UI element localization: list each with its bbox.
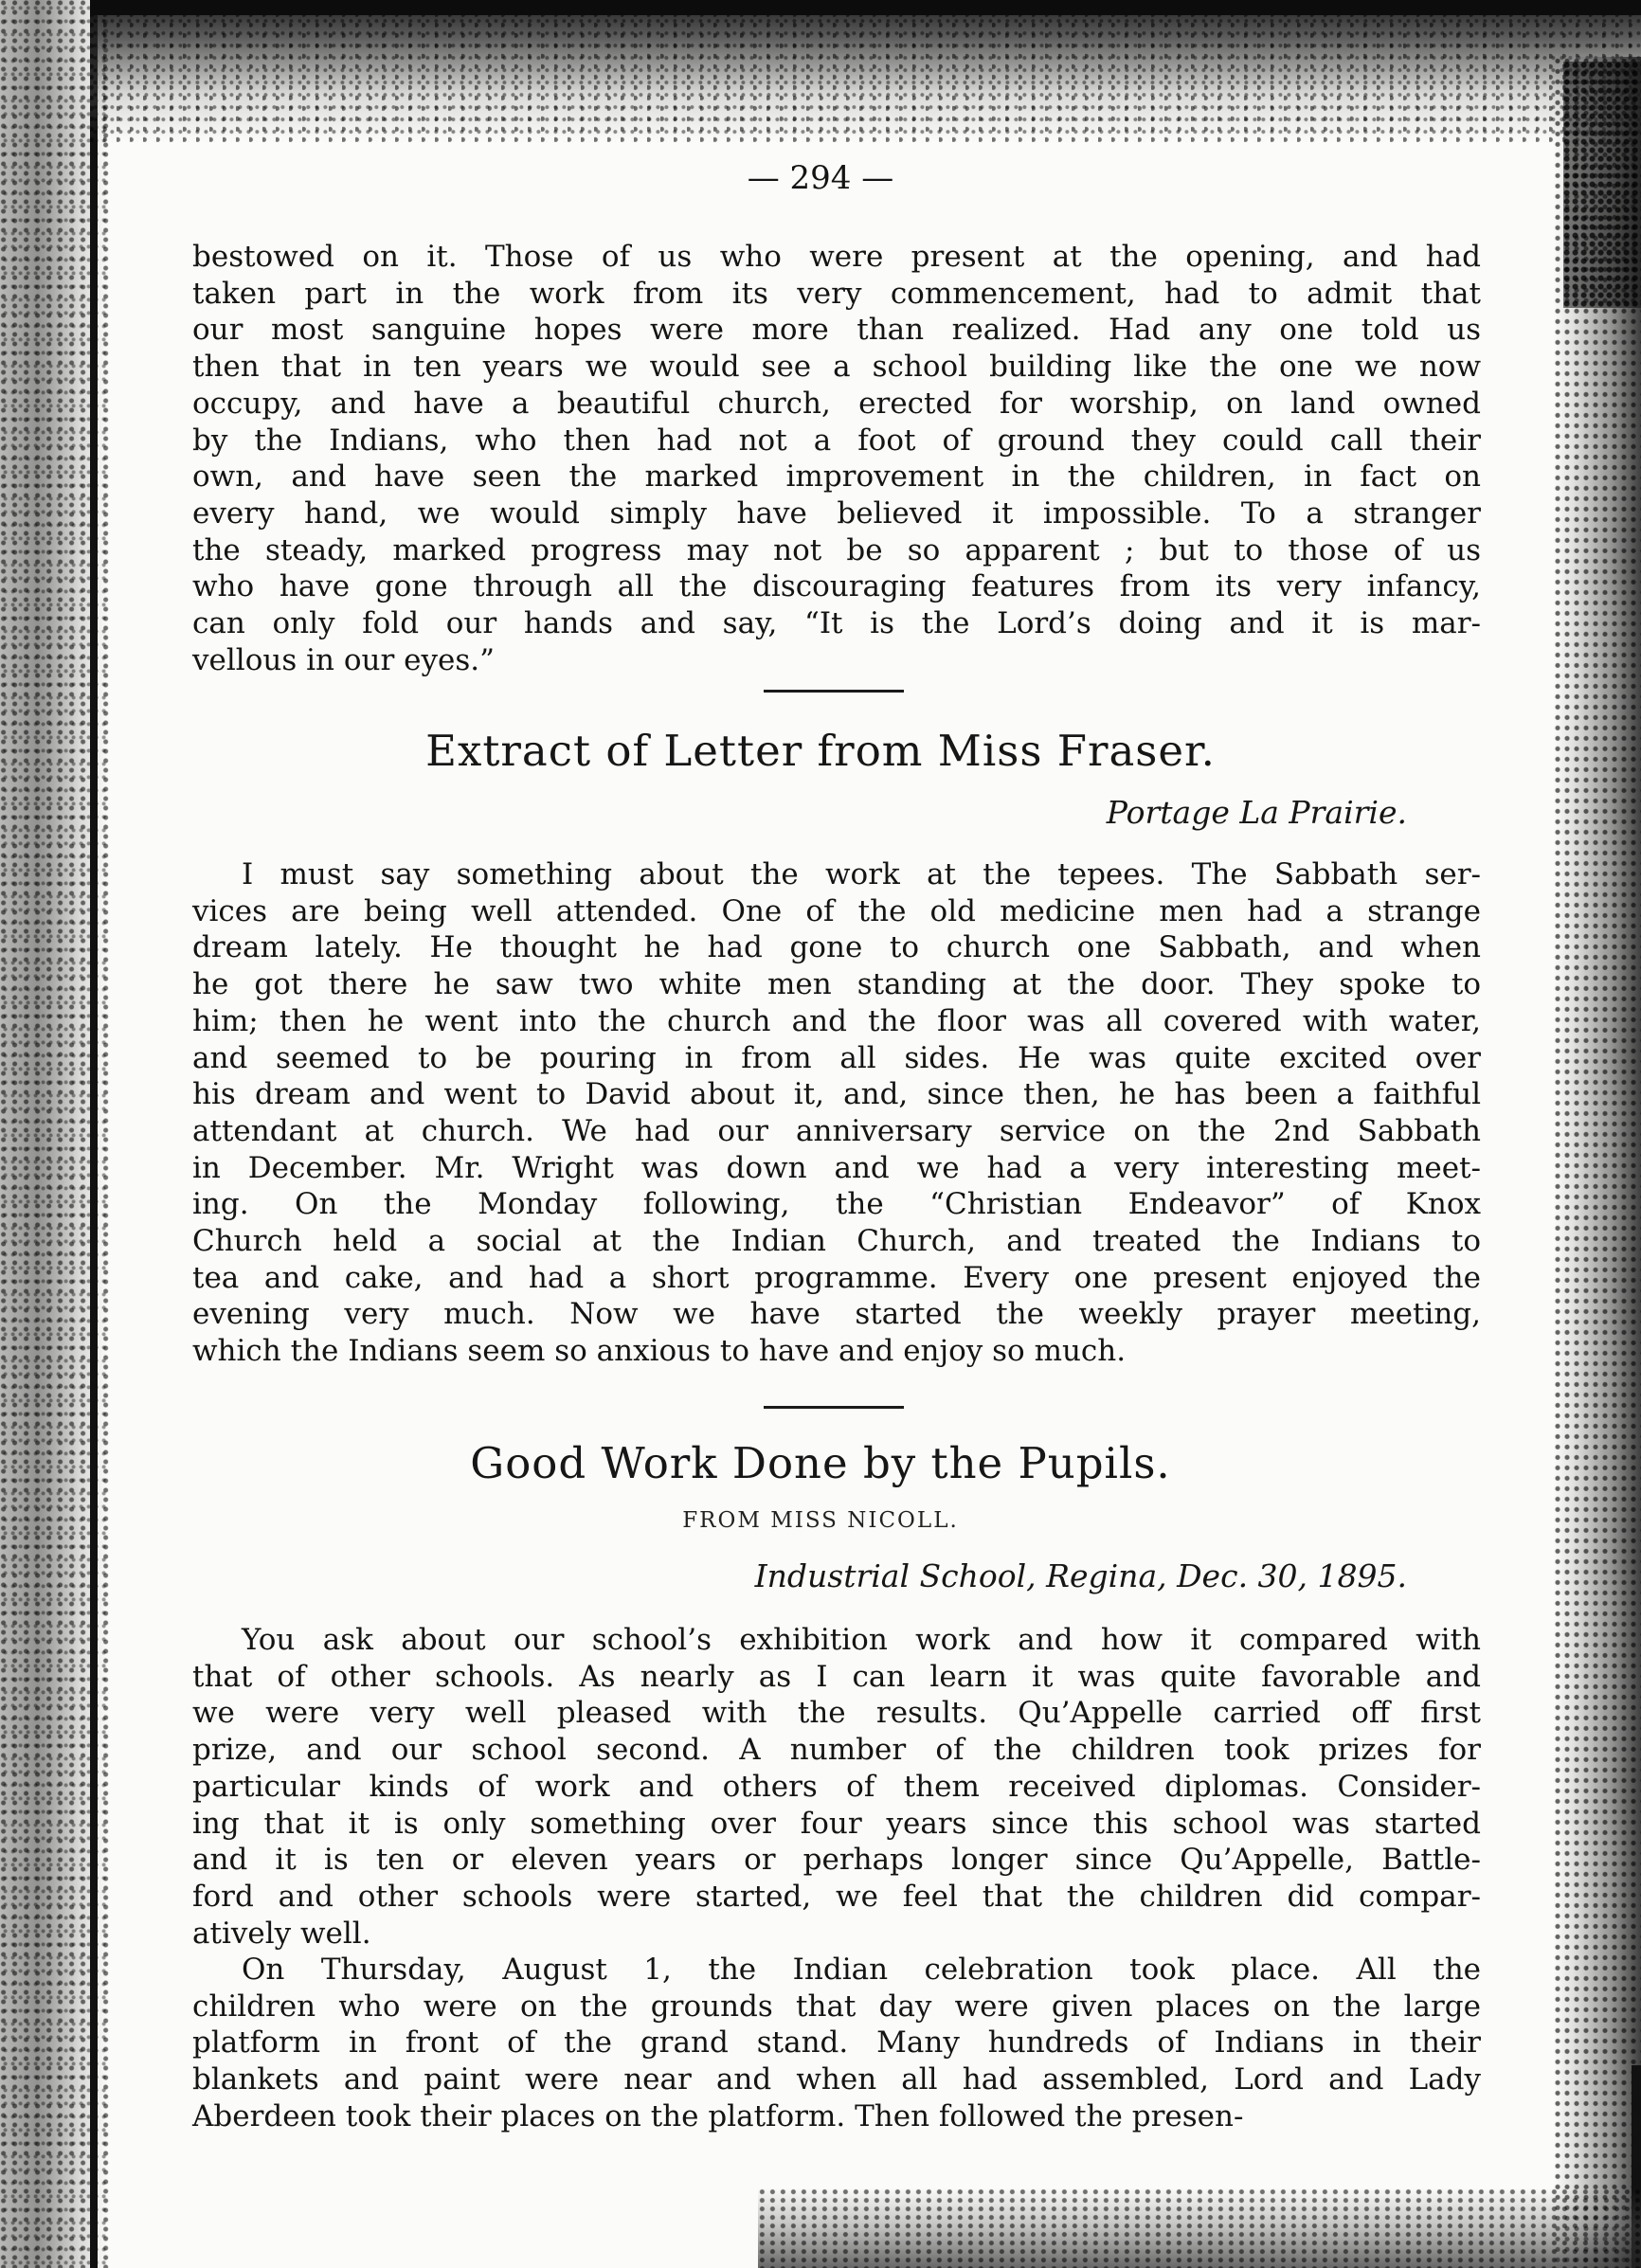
text-line: own, and have seen the marked improvement in the children, in fact on: [192, 459, 1481, 495]
text-line: that of other schools. As nearly as I can learn it was quite favorable and: [192, 1659, 1481, 1694]
pupils-paragraph-1: [192, 1622, 1481, 1952]
section-divider: [764, 1406, 904, 1409]
text-line: tea and cake, and had a short programme. Every one present enjoyed the: [192, 1260, 1481, 1295]
text-line: can only fold our hands and say, “It is the Lord’s doing and it is mar-: [192, 606, 1481, 641]
section-title-fraser: Extract of Letter from Miss Fraser.: [425, 726, 1216, 776]
text-line: we were very well pleased with the results. Qu’Appelle carried off first: [192, 1696, 1481, 1731]
byline-nicoll: FROM MISS NICOLL.: [682, 1508, 959, 1533]
text-line: On Thursday, August 1, the Indian celebration took place. All the: [242, 1953, 1481, 1987]
text-line: platform in front of the grand stand. Many hundreds of Indians in their: [192, 2025, 1481, 2061]
text-line: our most sanguine hopes were more than realized. Had any one told us: [192, 313, 1481, 348]
text-line: he got there he saw two white men standing at the door. They spoke to: [192, 967, 1481, 1002]
text-line: ing that it is only something over four years since this school was started: [192, 1806, 1481, 1841]
text-line: blankets and paint were near and when all had assembled, Lord and Lady: [192, 2062, 1481, 2097]
text-line: ing. On the Monday following, the “Christian Endeavor” of Knox: [192, 1187, 1481, 1222]
text-line: evening very much. Now we have started the weekly prayer meeting,: [192, 1297, 1481, 1332]
text-line: in December. Mr. Wright was down and we had a very interesting meet-: [192, 1150, 1481, 1185]
text-line: Aberdeen took their places on the platform. Then followed the presen-: [192, 2098, 1244, 2133]
text-line: and it is ten or eleven years or perhaps longer since Qu’Appelle, Battle-: [192, 1843, 1481, 1878]
text-line: his dream and went to David about it, and, since then, he has been a faithful: [192, 1077, 1481, 1112]
text-line: who have gone through all the discouraging features from its very infancy,: [192, 569, 1481, 604]
text-line: prize, and our school second. A number of the children took prizes for: [192, 1733, 1481, 1768]
scan-edge-right: [1554, 57, 1641, 2268]
dateline-portage: Portage La Prairie.: [1106, 794, 1407, 831]
text-line: vellous in our eyes.”: [192, 642, 495, 677]
text-line: taken part in the work from its very commencement, had to admit that: [192, 276, 1481, 311]
text-line: children who were on the grounds that day were given places on the large: [192, 1989, 1481, 2024]
pupils-paragraph-2: [192, 1952, 1481, 2135]
section-divider: [764, 690, 904, 693]
scan-edge-top: [90, 0, 1641, 142]
scan-edge-left-bar: [90, 0, 98, 2268]
scan-edge-bottom: [758, 2188, 1641, 2268]
text-line: I must say something about the work at the tepees. The Sabbath ser-: [242, 857, 1481, 891]
intro-paragraph: [192, 239, 1481, 678]
dateline-regina: Industrial School, Regina, Dec. 30, 1895.: [754, 1557, 1407, 1594]
fraser-letter-paragraph: [192, 856, 1481, 1370]
text-line: bestowed on it. Those of us who were present at the opening, and had: [192, 240, 1481, 274]
text-line: atively well.: [192, 1916, 371, 1951]
text-line: the steady, marked progress may not be so apparent ; but to those of us: [192, 532, 1481, 567]
text-line: vices are being well attended. One of the old medicine men had a strange: [192, 893, 1481, 928]
text-line: particular kinds of work and others of them received diplomas. Consider-: [192, 1769, 1481, 1804]
section-title-pupils: Good Work Done by the Pupils.: [470, 1438, 1171, 1488]
scan-edge-top-bar: [90, 0, 1641, 15]
text-line: You ask about our school’s exhibition work and how it compared with: [242, 1623, 1481, 1657]
text-line: Church held a social at the Indian Church, and treated the Indians to: [192, 1224, 1481, 1259]
text-line: dream lately. He thought he had gone to church one Sabbath, and when: [192, 930, 1481, 965]
text-line: then that in ten years we would see a school building like the one we now: [192, 350, 1481, 385]
text-line: ford and other schools were started, we feel that the children did compar-: [192, 1879, 1481, 1914]
text-line: him; then he went into the church and the floor was all covered with water,: [192, 1003, 1481, 1038]
text-line: every hand, we would simply have believed it impossible. To a stranger: [192, 495, 1481, 531]
text-line: by the Indians, who then had not a foot of ground they could call their: [192, 423, 1481, 458]
page-number: — 294 —: [747, 159, 894, 197]
text-line: and seemed to be pouring in from all sides. He was quite excited over: [192, 1040, 1481, 1075]
text-line: which the Indians seem so anxious to have and enjoy so much.: [192, 1334, 1127, 1369]
text-line: attendant at church. We had our anniversary service on the 2nd Sabbath: [192, 1113, 1481, 1148]
text-line: occupy, and have a beautiful church, erected for worship, on land owned: [192, 386, 1481, 421]
